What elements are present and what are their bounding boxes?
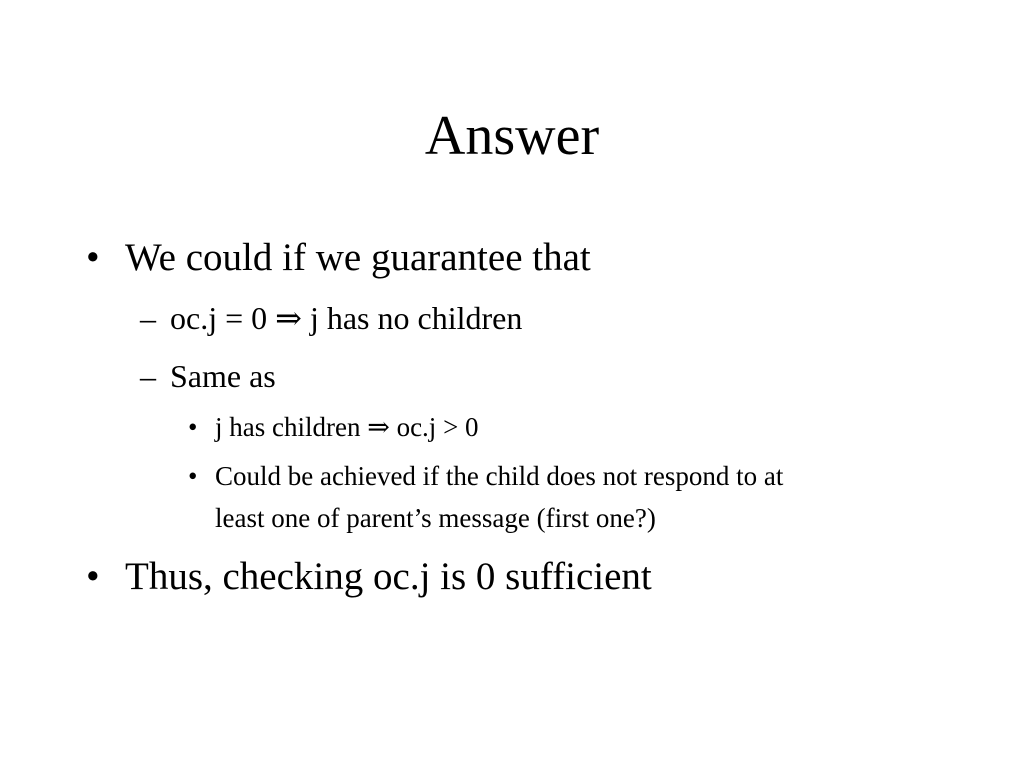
bullet-marker: • xyxy=(86,555,100,598)
bullet-marker: • xyxy=(86,236,100,279)
sub-bullet-marker: – xyxy=(140,300,156,336)
sub-bullet-text: oc.j = 0 ⇒ j has no children xyxy=(170,300,523,336)
sub-bullet-text: Same as xyxy=(170,358,276,394)
sub-sub-bullet-text: j has children ⇒ oc.j > 0 xyxy=(215,412,479,442)
sub-sub-bullet-marker: • xyxy=(188,412,198,442)
sub-sub-bullet-text-line-1: Could be achieved if the child does not respond to at xyxy=(215,461,784,491)
bullet-text: We could if we guarantee that xyxy=(125,236,591,279)
sub-sub-bullet-text-line-2: least one of parent’s message (first one?) xyxy=(215,503,656,533)
sub-bullet-marker: – xyxy=(140,358,156,394)
sub-sub-bullet-marker: • xyxy=(188,461,198,491)
bullet-text: Thus, checking oc.j is 0 sufficient xyxy=(125,555,652,598)
slide-title: Answer xyxy=(424,105,600,167)
